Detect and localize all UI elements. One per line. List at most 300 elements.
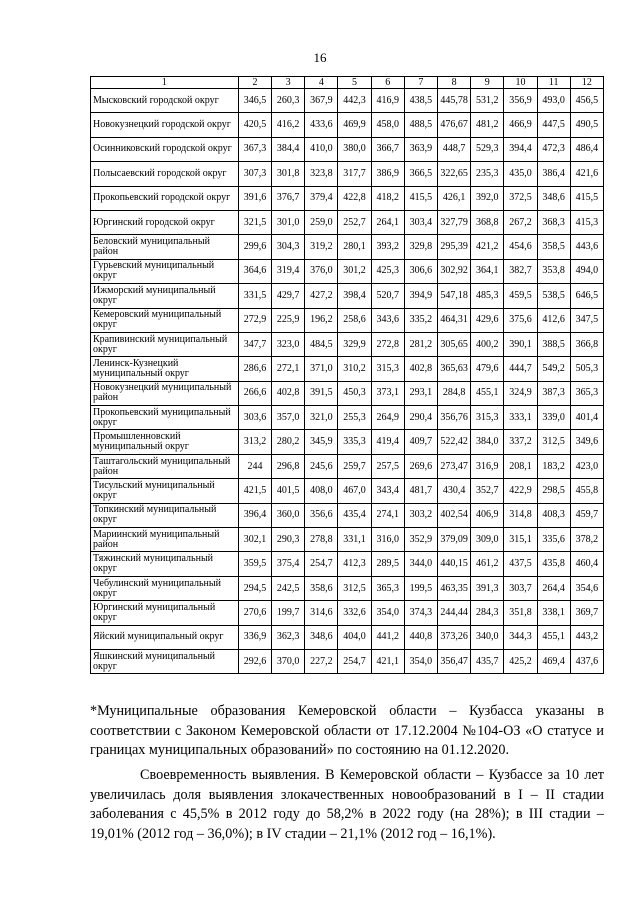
value-cell: 356,47 — [437, 649, 470, 673]
value-cell: 259,0 — [305, 210, 338, 234]
table-row — [91, 576, 604, 600]
value-cell: 433,6 — [305, 113, 338, 137]
value-cell: 467,0 — [338, 479, 371, 503]
value-cell: 252,7 — [338, 210, 371, 234]
value-cell: 315,3 — [471, 406, 504, 430]
municipality-name-cell: Ленинск-Кузнецкий муниципальный округ — [91, 357, 239, 381]
value-cell: 531,2 — [471, 89, 504, 113]
value-cell: 490,5 — [570, 113, 603, 137]
value-cell: 408,3 — [537, 503, 570, 527]
value-cell: 352,9 — [404, 528, 437, 552]
value-cell: 402,54 — [437, 503, 470, 527]
value-cell: 359,5 — [238, 552, 271, 576]
column-header: 1 — [91, 77, 239, 89]
value-cell: 435,7 — [471, 649, 504, 673]
value-cell: 420,5 — [238, 113, 271, 137]
value-cell: 306,6 — [404, 259, 437, 283]
value-cell: 317,7 — [338, 162, 371, 186]
column-header: 5 — [338, 77, 371, 89]
value-cell: 303,4 — [404, 210, 437, 234]
municipality-name-cell: Юргинский городской округ — [91, 210, 239, 234]
table-row — [91, 528, 604, 552]
value-cell: 333,1 — [504, 406, 537, 430]
value-cell: 363,9 — [404, 137, 437, 161]
value-cell: 460,4 — [570, 552, 603, 576]
value-cell: 340,0 — [471, 625, 504, 649]
table-row — [91, 381, 604, 405]
value-cell: 353,8 — [537, 259, 570, 283]
value-cell: 329,9 — [338, 332, 371, 356]
value-cell: 208,1 — [504, 454, 537, 478]
column-header: 12 — [570, 77, 603, 89]
value-cell: 347,7 — [238, 332, 271, 356]
value-cell: 404,0 — [338, 625, 371, 649]
value-cell: 354,6 — [570, 576, 603, 600]
value-cell: 412,6 — [537, 308, 570, 332]
value-cell: 458,0 — [371, 113, 404, 137]
value-cell: 421,2 — [471, 235, 504, 259]
value-cell: 447,5 — [537, 113, 570, 137]
value-cell: 278,8 — [305, 528, 338, 552]
value-cell: 314,6 — [305, 601, 338, 625]
value-cell: 344,0 — [404, 552, 437, 576]
value-cell: 254,7 — [305, 552, 338, 576]
value-cell: 227,2 — [305, 649, 338, 673]
value-cell: 281,2 — [404, 332, 437, 356]
value-cell: 319,4 — [272, 259, 305, 283]
body-paragraph: Своевременность выявления. В Кемеровской области – Кузбассе за 10 лет увеличилась доля выявления злокачественных новообразований в I – II стадии заболевания с 45,5% в 2012 году до 58,2% в 2022 году (на 28%); в III стадии – 19,01% (2012 год – 36,0%); в IV стадии – 21,1% (2012 год – 16,1%). — [90, 767, 604, 842]
table-row — [91, 113, 604, 137]
value-cell: 357,0 — [272, 406, 305, 430]
municipality-name-cell: Мысковский городской округ — [91, 89, 239, 113]
value-cell: 366,7 — [371, 137, 404, 161]
value-cell: 484,5 — [305, 332, 338, 356]
value-cell: 448,7 — [437, 137, 470, 161]
municipality-name-cell: Таштагольский муниципальный район — [91, 454, 239, 478]
value-cell: 505,3 — [570, 357, 603, 381]
value-cell: 327,79 — [437, 210, 470, 234]
value-cell: 415,5 — [404, 186, 437, 210]
value-cell: 319,2 — [305, 235, 338, 259]
value-cell: 267,2 — [504, 210, 537, 234]
value-cell: 307,3 — [238, 162, 271, 186]
value-cell: 410,0 — [305, 137, 338, 161]
value-cell: 419,4 — [371, 430, 404, 454]
value-cell: 225,9 — [272, 308, 305, 332]
value-cell: 315,1 — [504, 528, 537, 552]
value-cell: 481,7 — [404, 479, 437, 503]
value-cell: 406,9 — [471, 503, 504, 527]
column-header: 4 — [305, 77, 338, 89]
value-cell: 302,92 — [437, 259, 470, 283]
value-cell: 549,2 — [537, 357, 570, 381]
value-cell: 520,7 — [371, 284, 404, 308]
value-cell: 429,7 — [272, 284, 305, 308]
municipality-name-cell: Новокузнецкий городской округ — [91, 113, 239, 137]
table-row — [91, 162, 604, 186]
value-cell: 481,2 — [471, 113, 504, 137]
value-cell: 196,2 — [305, 308, 338, 332]
value-cell: 280,2 — [272, 430, 305, 454]
value-cell: 257,5 — [371, 454, 404, 478]
value-cell: 365,63 — [437, 357, 470, 381]
value-cell: 476,67 — [437, 113, 470, 137]
municipality-name-cell: Ижморский муниципальный округ — [91, 284, 239, 308]
value-cell: 488,5 — [404, 113, 437, 137]
value-cell: 421,1 — [371, 649, 404, 673]
column-header: 10 — [504, 77, 537, 89]
value-cell: 235,3 — [471, 162, 504, 186]
value-cell: 269,6 — [404, 454, 437, 478]
value-cell: 375,6 — [504, 308, 537, 332]
value-cell: 338,1 — [537, 601, 570, 625]
value-cell: 335,2 — [404, 308, 437, 332]
table-row — [91, 649, 604, 673]
value-cell: 289,5 — [371, 552, 404, 576]
value-cell: 372,5 — [504, 186, 537, 210]
value-cell: 323,0 — [272, 332, 305, 356]
value-cell: 443,6 — [570, 235, 603, 259]
value-cell: 349,6 — [570, 430, 603, 454]
value-cell: 394,9 — [404, 284, 437, 308]
value-cell: 437,6 — [570, 649, 603, 673]
value-cell: 284,3 — [471, 601, 504, 625]
value-cell: 486,4 — [570, 137, 603, 161]
value-cell: 384,4 — [272, 137, 305, 161]
value-cell: 313,2 — [238, 430, 271, 454]
value-cell: 391,3 — [471, 576, 504, 600]
value-cell: 199,5 — [404, 576, 437, 600]
value-cell: 348,6 — [305, 625, 338, 649]
municipality-name-cell: Новокузнецкий муниципальный район — [91, 381, 239, 405]
table-row — [91, 137, 604, 161]
value-cell: 376,0 — [305, 259, 338, 283]
value-cell: 264,1 — [371, 210, 404, 234]
value-cell: 391,6 — [238, 186, 271, 210]
value-cell: 312,5 — [537, 430, 570, 454]
value-cell: 416,9 — [371, 89, 404, 113]
table-row — [91, 430, 604, 454]
value-cell: 369,7 — [570, 601, 603, 625]
value-cell: 421,6 — [570, 162, 603, 186]
value-cell: 365,3 — [570, 381, 603, 405]
value-cell: 455,1 — [537, 625, 570, 649]
value-cell: 266,6 — [238, 381, 271, 405]
value-cell: 272,9 — [238, 308, 271, 332]
value-cell: 286,6 — [238, 357, 271, 381]
value-cell: 396,4 — [238, 503, 271, 527]
value-cell: 437,5 — [504, 552, 537, 576]
table-body — [91, 89, 604, 674]
value-cell: 346,5 — [238, 89, 271, 113]
value-cell: 421,5 — [238, 479, 271, 503]
table-row — [91, 210, 604, 234]
value-cell: 472,3 — [537, 137, 570, 161]
value-cell: 418,2 — [371, 186, 404, 210]
value-cell: 331,1 — [338, 528, 371, 552]
value-cell: 441,2 — [371, 625, 404, 649]
municipality-name-cell: Прокопьевский муниципальный округ — [91, 406, 239, 430]
value-cell: 401,4 — [570, 406, 603, 430]
value-cell: 469,4 — [537, 649, 570, 673]
value-cell: 443,2 — [570, 625, 603, 649]
value-cell: 386,9 — [371, 162, 404, 186]
value-cell: 440,15 — [437, 552, 470, 576]
value-cell: 264,9 — [371, 406, 404, 430]
value-cell: 374,3 — [404, 601, 437, 625]
value-cell: 485,3 — [471, 284, 504, 308]
value-cell: 379,4 — [305, 186, 338, 210]
value-cell: 302,1 — [238, 528, 271, 552]
value-cell: 547,18 — [437, 284, 470, 308]
table-header-row — [91, 77, 604, 89]
value-cell: 323,8 — [305, 162, 338, 186]
value-cell: 367,9 — [305, 89, 338, 113]
municipality-name-cell: Тисульский муниципальный округ — [91, 479, 239, 503]
value-cell: 382,7 — [504, 259, 537, 283]
value-cell: 356,9 — [504, 89, 537, 113]
value-cell: 423,0 — [570, 454, 603, 478]
value-cell: 370,0 — [272, 649, 305, 673]
value-cell: 426,1 — [437, 186, 470, 210]
municipality-name-cell: Топкинский муниципальный округ — [91, 503, 239, 527]
value-cell: 290,4 — [404, 406, 437, 430]
value-cell: 242,5 — [272, 576, 305, 600]
value-cell: 354,0 — [371, 601, 404, 625]
table-row — [91, 284, 604, 308]
value-cell: 336,9 — [238, 625, 271, 649]
value-cell: 435,4 — [338, 503, 371, 527]
value-cell: 331,5 — [238, 284, 271, 308]
value-cell: 324,9 — [504, 381, 537, 405]
value-cell: 386,4 — [537, 162, 570, 186]
table-row — [91, 332, 604, 356]
value-cell: 304,3 — [272, 235, 305, 259]
table-row — [91, 625, 604, 649]
value-cell: 450,3 — [338, 381, 371, 405]
value-cell: 435,0 — [504, 162, 537, 186]
value-cell: 435,8 — [537, 552, 570, 576]
value-cell: 415,3 — [570, 210, 603, 234]
value-cell: 316,0 — [371, 528, 404, 552]
value-cell: 315,3 — [371, 357, 404, 381]
municipality-name-cell: Чебулинский муниципальный округ — [91, 576, 239, 600]
value-cell: 301,2 — [338, 259, 371, 283]
value-cell: 296,8 — [272, 454, 305, 478]
value-cell: 343,6 — [371, 308, 404, 332]
table-row — [91, 357, 604, 381]
value-cell: 522,42 — [437, 430, 470, 454]
column-header: 3 — [272, 77, 305, 89]
municipality-name-cell: Гурьевский муниципальный округ — [91, 259, 239, 283]
value-cell: 364,6 — [238, 259, 271, 283]
value-cell: 493,0 — [537, 89, 570, 113]
value-cell: 416,2 — [272, 113, 305, 137]
value-cell: 373,1 — [371, 381, 404, 405]
municipality-name-cell: Промышленновский муниципальный округ — [91, 430, 239, 454]
value-cell: 337,2 — [504, 430, 537, 454]
value-cell: 479,6 — [471, 357, 504, 381]
value-cell: 538,5 — [537, 284, 570, 308]
value-cell: 430,4 — [437, 479, 470, 503]
value-cell: 455,1 — [471, 381, 504, 405]
value-cell: 343,4 — [371, 479, 404, 503]
value-cell: 440,8 — [404, 625, 437, 649]
table-row — [91, 235, 604, 259]
value-cell: 303,7 — [504, 576, 537, 600]
column-header: 8 — [437, 77, 470, 89]
value-cell: 373,26 — [437, 625, 470, 649]
table-row — [91, 503, 604, 527]
value-cell: 270,6 — [238, 601, 271, 625]
column-header: 7 — [404, 77, 437, 89]
value-cell: 280,1 — [338, 235, 371, 259]
value-cell: 345,9 — [305, 430, 338, 454]
value-cell: 344,3 — [504, 625, 537, 649]
value-cell: 466,9 — [504, 113, 537, 137]
value-cell: 358,5 — [537, 235, 570, 259]
value-cell: 409,7 — [404, 430, 437, 454]
value-cell: 364,1 — [471, 259, 504, 283]
value-cell: 366,8 — [570, 332, 603, 356]
value-cell: 425,2 — [504, 649, 537, 673]
value-cell: 367,3 — [238, 137, 271, 161]
value-cell: 529,3 — [471, 137, 504, 161]
value-cell: 454,6 — [504, 235, 537, 259]
value-cell: 401,5 — [272, 479, 305, 503]
municipal-data-table — [90, 76, 604, 674]
value-cell: 415,5 — [570, 186, 603, 210]
value-cell: 299,6 — [238, 235, 271, 259]
value-cell: 379,09 — [437, 528, 470, 552]
column-header: 9 — [471, 77, 504, 89]
value-cell: 360,0 — [272, 503, 305, 527]
value-cell: 459,7 — [570, 503, 603, 527]
value-cell: 273,47 — [437, 454, 470, 478]
value-cell: 354,0 — [404, 649, 437, 673]
value-cell: 387,3 — [537, 381, 570, 405]
value-cell: 375,4 — [272, 552, 305, 576]
value-cell: 371,0 — [305, 357, 338, 381]
value-cell: 272,8 — [371, 332, 404, 356]
value-cell: 316,9 — [471, 454, 504, 478]
value-cell: 388,5 — [537, 332, 570, 356]
value-cell: 309,0 — [471, 528, 504, 552]
value-cell: 402,8 — [272, 381, 305, 405]
table-row — [91, 406, 604, 430]
value-cell: 183,2 — [537, 454, 570, 478]
municipality-name-cell: Тяжинский муниципальный округ — [91, 552, 239, 576]
value-cell: 412,3 — [338, 552, 371, 576]
value-cell: 425,3 — [371, 259, 404, 283]
value-cell: 366,5 — [404, 162, 437, 186]
value-cell: 392,0 — [471, 186, 504, 210]
table-row — [91, 601, 604, 625]
value-cell: 461,2 — [471, 552, 504, 576]
value-cell: 305,65 — [437, 332, 470, 356]
value-cell: 298,5 — [537, 479, 570, 503]
value-cell: 244,44 — [437, 601, 470, 625]
value-cell: 494,0 — [570, 259, 603, 283]
value-cell: 272,1 — [272, 357, 305, 381]
value-cell: 408,0 — [305, 479, 338, 503]
value-cell: 255,3 — [338, 406, 371, 430]
value-cell: 245,6 — [305, 454, 338, 478]
value-cell: 321,0 — [305, 406, 338, 430]
municipality-name-cell: Беловский муниципальный район — [91, 235, 239, 259]
value-cell: 321,5 — [238, 210, 271, 234]
value-cell: 303,6 — [238, 406, 271, 430]
value-cell: 264,4 — [537, 576, 570, 600]
value-cell: 463,35 — [437, 576, 470, 600]
value-cell: 339,0 — [537, 406, 570, 430]
value-cell: 290,3 — [272, 528, 305, 552]
municipality-name-cell: Крапивинский муниципальный округ — [91, 332, 239, 356]
value-cell: 310,2 — [338, 357, 371, 381]
column-header: 11 — [537, 77, 570, 89]
value-cell: 284,8 — [437, 381, 470, 405]
value-cell: 393,2 — [371, 235, 404, 259]
value-cell: 429,6 — [471, 308, 504, 332]
value-cell: 459,5 — [504, 284, 537, 308]
value-cell: 301,0 — [272, 210, 305, 234]
value-cell: 422,9 — [504, 479, 537, 503]
value-cell: 258,6 — [338, 308, 371, 332]
value-cell: 348,6 — [537, 186, 570, 210]
value-cell: 362,3 — [272, 625, 305, 649]
table-row — [91, 552, 604, 576]
table-row — [91, 479, 604, 503]
value-cell: 380,0 — [338, 137, 371, 161]
municipality-name-cell: Полысаевский городской округ — [91, 162, 239, 186]
municipality-name-cell: Яйский муниципальный округ — [91, 625, 239, 649]
value-cell: 259,7 — [338, 454, 371, 478]
value-cell: 365,3 — [371, 576, 404, 600]
value-cell: 274,1 — [371, 503, 404, 527]
municipality-name-cell: Яшкинский муниципальный округ — [91, 649, 239, 673]
value-cell: 402,8 — [404, 357, 437, 381]
value-cell: 244 — [238, 454, 271, 478]
municipality-name-cell: Прокопьевский городской округ — [91, 186, 239, 210]
table-row — [91, 454, 604, 478]
value-cell: 358,6 — [305, 576, 338, 600]
value-cell: 293,1 — [404, 381, 437, 405]
value-cell: 445,78 — [437, 89, 470, 113]
municipality-name-cell: Юргинский муниципальный округ — [91, 601, 239, 625]
table-row — [91, 186, 604, 210]
value-cell: 199,7 — [272, 601, 305, 625]
footnote: *Муниципальные образования Кемеровской области – Кузбасса указаны в соответствии с Законом Кемеровской области от 17.12.2004 №104-ОЗ «О статусе и границах муниципальных образований» по состоянию на 01.12.2020. — [90, 703, 604, 758]
value-cell: 390,1 — [504, 332, 537, 356]
column-header: 6 — [371, 77, 404, 89]
value-cell: 332,6 — [338, 601, 371, 625]
value-cell: 368,3 — [537, 210, 570, 234]
municipality-name-cell: Кемеровский муниципальный округ — [91, 308, 239, 332]
value-cell: 292,6 — [238, 649, 271, 673]
value-cell: 442,3 — [338, 89, 371, 113]
value-cell: 464,31 — [437, 308, 470, 332]
value-cell: 398,4 — [338, 284, 371, 308]
value-cell: 254,7 — [338, 649, 371, 673]
value-cell: 303,2 — [404, 503, 437, 527]
value-cell: 646,5 — [570, 284, 603, 308]
value-cell: 456,5 — [570, 89, 603, 113]
value-cell: 301,8 — [272, 162, 305, 186]
page-number: 16 — [313, 50, 327, 65]
value-cell: 455,8 — [570, 479, 603, 503]
value-cell: 294,5 — [238, 576, 271, 600]
value-cell: 394,4 — [504, 137, 537, 161]
